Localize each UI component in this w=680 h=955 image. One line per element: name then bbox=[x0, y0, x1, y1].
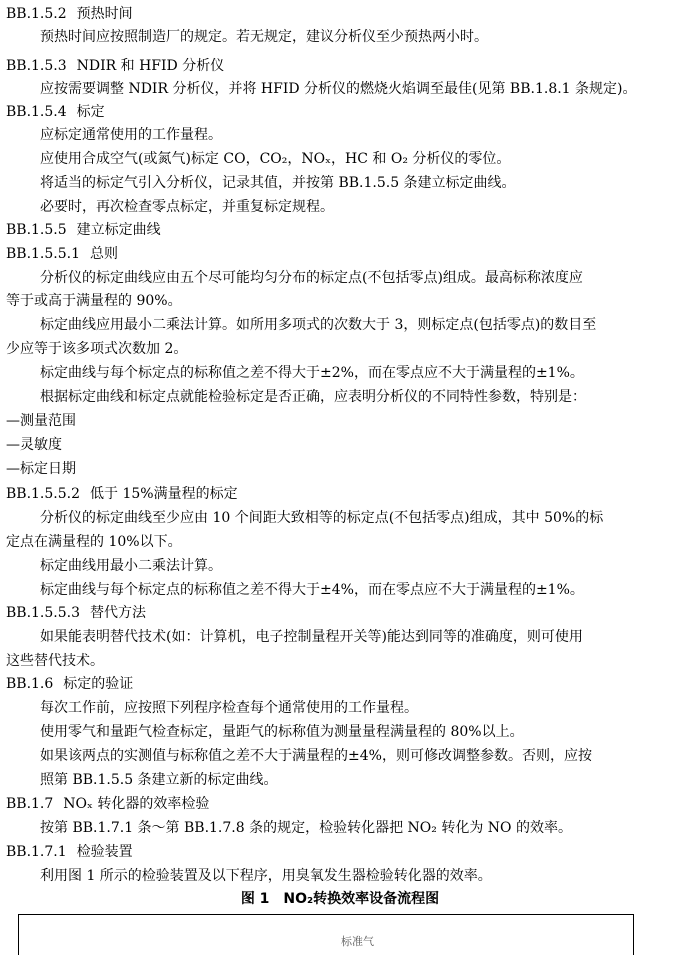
section-heading bbox=[6, 603, 146, 623]
section-number: BB.1.5.2 bbox=[6, 6, 67, 22]
paragraph-line: 必要时，再次检查零点标定，并重复标定规程。 bbox=[40, 199, 334, 215]
paragraph-line: 定点在满量程的 10%以下。 bbox=[6, 534, 182, 550]
paragraph-line: 如果能表明替代技术(如：计算机，电子控制量程开关等)能达到同等的准确度，则可使用 bbox=[40, 629, 583, 645]
section-heading bbox=[6, 484, 238, 504]
section-heading bbox=[6, 102, 105, 122]
paragraph-line: 标定曲线与每个标定点的标称值之差不得大于±2%，而在零点应不大于满量程的±1%。 bbox=[40, 365, 584, 381]
paragraph-line: 应按需要调整 NDIR 分析仪，并将 HFID 分析仪的燃烧火焰调至最佳(见第 BB.1.8.1 条规定)。 bbox=[40, 81, 637, 97]
paragraph-line: 标定曲线与每个标定点的标称值之差不得大于±4%，而在零点应不大于满量程的±1%。 bbox=[40, 582, 584, 598]
section-title: NDIR 和 HFID 分析仪 bbox=[76, 58, 225, 74]
list-item: —测量范围 bbox=[6, 413, 76, 429]
paragraph-line: 预热时间应按照制造厂的规定。若无规定，建议分析仪至少预热两小时。 bbox=[40, 29, 488, 45]
section-title: 总则 bbox=[90, 246, 119, 262]
section-number: BB.1.5.4 bbox=[6, 104, 67, 120]
section-number: BB.1.5.5.2 bbox=[6, 486, 81, 502]
paragraph-line: 应使用合成空气(或氮气)标定 CO，CO₂，NOₓ，HC 和 O₂ 分析仪的零位。 bbox=[40, 151, 511, 167]
section-title: 标定的验证 bbox=[63, 676, 134, 692]
section-title: 标定 bbox=[76, 104, 105, 120]
section-heading bbox=[6, 244, 118, 264]
section-heading bbox=[6, 4, 133, 24]
section-title: 预热时间 bbox=[76, 6, 133, 22]
section-number: BB.1.7.1 bbox=[6, 844, 67, 860]
section-title: 检验装置 bbox=[76, 844, 133, 860]
paragraph-line: 按第 BB.1.7.1 条～第 BB.1.7.8 条的规定，检验转化器把 NO₂ 转化为 NO 的效率。 bbox=[40, 820, 572, 836]
paragraph-line: 应标定通常使用的工作量程。 bbox=[40, 127, 222, 143]
section-number: BB.1.5.5.1 bbox=[6, 246, 81, 262]
section-title: NOₓ 转化器的效率检验 bbox=[63, 796, 210, 812]
section-number: BB.1.7 bbox=[6, 796, 54, 812]
list-item: —标定日期 bbox=[6, 461, 76, 477]
paragraph-line: 分析仪的标定曲线至少应由 10 个间距大致相等的标定点(不包括零点)组成，其中 50%的标 bbox=[40, 510, 604, 526]
section-heading bbox=[6, 794, 209, 814]
figure-label: 标准气 bbox=[341, 935, 374, 948]
paragraph-line: 标定曲线应用最小二乘法计算。如所用多项式的次数大于 3，则标定点(包括零点)的数目至 bbox=[40, 317, 597, 333]
section-heading bbox=[6, 842, 133, 862]
section-title: 建立标定曲线 bbox=[76, 222, 161, 238]
paragraph-line: 少应等于该多项式次数加 2。 bbox=[6, 341, 188, 357]
paragraph-line: 分析仪的标定曲线应由五个尽可能均匀分布的标定点(不包括零点)组成。最高标称浓度应 bbox=[40, 270, 583, 286]
list-item: —灵敏度 bbox=[6, 437, 62, 453]
paragraph-line: 每次工作前，应按照下列程序检查每个通常使用的工作量程。 bbox=[40, 700, 418, 716]
section-title: 低于 15%满量程的标定 bbox=[90, 486, 238, 502]
paragraph-line: 将适当的标定气引入分析仪，记录其值，并按第 BB.1.5.5 条建立标定曲线。 bbox=[40, 175, 516, 191]
figure-caption: 图 1 NO₂转换效率设备流程图 bbox=[240, 891, 440, 907]
paragraph-line: 标定曲线用最小二乘法计算。 bbox=[40, 558, 222, 574]
paragraph-line: 这些替代技术。 bbox=[6, 653, 104, 669]
figure-frame bbox=[18, 914, 634, 955]
paragraph-line: 照第 BB.1.5.5 条建立新的标定曲线。 bbox=[40, 772, 278, 788]
section-number: BB.1.5.5.3 bbox=[6, 605, 81, 621]
paragraph-line: 如果该两点的实测值与标称值之差不大于满量程的±4%，则可修改调整参数。否则，应按 bbox=[40, 748, 592, 764]
section-title: 替代方法 bbox=[90, 605, 147, 621]
section-heading bbox=[6, 56, 224, 76]
paragraph-line: 使用零气和量距气检查标定，量距气的标称值为测量量程满量程的 80%以上。 bbox=[40, 724, 524, 740]
section-heading bbox=[6, 674, 133, 694]
paragraph-line: 利用图 1 所示的检验装置及以下程序，用臭氧发生器检验转化器的效率。 bbox=[40, 868, 492, 884]
section-number: BB.1.5.5 bbox=[6, 222, 67, 238]
paragraph-line: 根据标定曲线和标定点就能检验标定是否正确，应表明分析仪的不同特性参数，特别是： bbox=[40, 389, 586, 405]
section-heading bbox=[6, 220, 161, 240]
section-number: BB.1.5.3 bbox=[6, 58, 67, 74]
section-number: BB.1.6 bbox=[6, 676, 54, 692]
paragraph-line: 等于或高于满量程的 90%。 bbox=[6, 293, 182, 309]
